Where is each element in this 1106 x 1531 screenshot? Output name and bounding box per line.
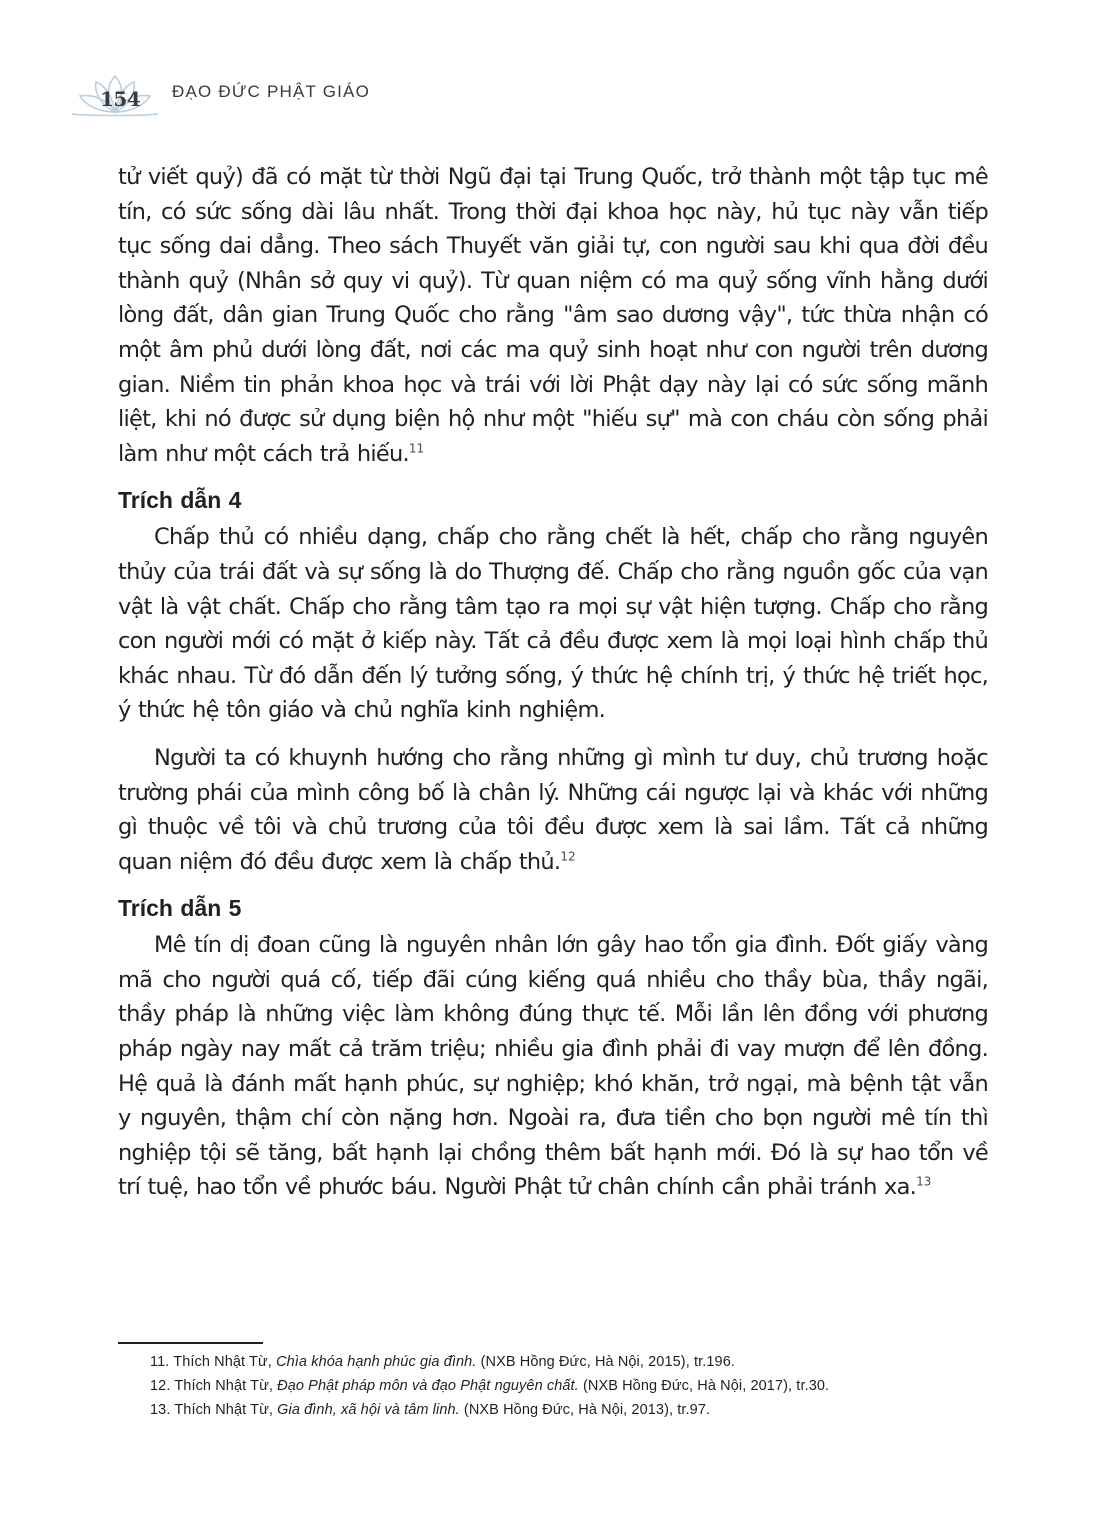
page-header — [70, 70, 470, 120]
footnote-11 — [118, 1350, 988, 1374]
footnote-divider — [118, 1342, 263, 1344]
section4-paragraph-2 — [118, 741, 988, 879]
footnote-13 — [118, 1398, 988, 1422]
footnote-11-title: Chìa khóa hạnh phúc gia đình. — [276, 1354, 477, 1370]
footnote-12 — [118, 1374, 988, 1398]
page-number: 154 — [100, 87, 141, 111]
section4-paragraph-1: Chấp thủ có nhiều dạng, chấp cho rằng chết là hết, chấp cho rằng nguyên thủy của trái đất và sự sống là do Thượng đế. Chấp cho rằng nguồn gốc của vạn vật là vật chất. Chấp cho rằng tâm tạo ra mọi sự vật hiện tượng. Chấp cho rằng con người mới có mặt ở kiếp này. Tất cả đều được xem là mọi loại hình chấp thủ khác nhau. Từ đó dẫn đến lý tưởng sống, ý thức hệ chính trị, ý thức hệ triết học, ý thức hệ tôn giáo và chủ nghĩa kinh nghiệm. — [118, 524, 988, 724]
footnote-11-tail: (NXB Hồng Đức, Hà Nội, 2015), tr.196. — [476, 1354, 735, 1370]
intro-paragraph — [118, 160, 988, 471]
footnote-12-tail: (NXB Hồng Đức, Hà Nội, 2017), tr.30. — [578, 1378, 830, 1394]
main-text — [118, 160, 988, 1205]
footnote-13-lead: 13. Thích Nhật Từ, — [150, 1402, 278, 1418]
section4-paragraph-2-text: Người ta có khuynh hướng cho rằng những gì mình tư duy, chủ trương hoặc trường phái của mình công bố là chân lý. Những cái ngược lại và khác với những gì thuộc về tôi và chủ trương của tôi đều được xem là sai lầm. Tất cả những quan niệm đó đều được xem là chấp thủ. — [118, 744, 988, 875]
section5-paragraph-1 — [118, 928, 988, 1205]
footnote-13-title: Gia đình, xã hội và tâm linh. — [277, 1402, 460, 1418]
footnote-ref-12: 12 — [560, 849, 576, 864]
section5-paragraph-1-text: Mê tín dị đoan cũng là nguyên nhân lớn gây hao tổn gia đình. Đốt giấy vàng mã cho người quá cố, tiếp đãi cúng kiếng quá nhiều cho thầy bùa, thầy ngãi, thầy pháp là những việc làm không đúng thực tế. Mỗi lần lên đồng với phương pháp ngày nay mất cả trăm triệu; nhiều gia đình phải đi vay mượn để lên đồng. Hệ quả là đánh mất hạnh phúc, sự nghiệp; khó khăn, trở ngại, mà bệnh tật vẫn y nguyên, thậm chí còn nặng hơn. Ngoài ra, đưa tiền cho bọn người mê tín thì nghiệp tội sẽ tăng, bất hạnh lại chồng thêm bất hạnh mới. Đó là sự hao tổn về trí tuệ, hao tổn về phước báu. Người Phật tử chân chính cần phải tránh xa. — [118, 932, 988, 1201]
footnote-12-lead: 12. Thích Nhật Từ, — [150, 1378, 278, 1394]
footnote-ref-13: 13 — [916, 1174, 932, 1189]
footnote-ref-11: 11 — [408, 441, 425, 456]
section-heading-5: Trích dẫn 5 — [118, 895, 242, 922]
section-heading-4: Trích dẫn 4 — [118, 487, 242, 514]
footnote-12-title: Đạo Phật pháp môn và đạo Phật nguyên chất. — [277, 1378, 579, 1394]
intro-text: tử viết quỷ) đã có mặt từ thời Ngũ đại tại Trung Quốc, trở thành một tập tục mê tín, có sức sống dài lâu nhất. Trong thời đại khoa học này, hủ tục này vẫn tiếp tục sống dai dẳng. Theo sách Thuyết văn giải tự, con người sau khi qua đời đều thành quỷ (Nhân sở quy vi quỷ). Từ quan niệm có ma quỷ sống vĩnh hằng dưới lòng đất, dân gian Trung Quốc cho rằng "âm sao dương vậy", tức thừa nhận có một âm phủ dưới lòng đất, nơi các ma quỷ sinh hoạt như con người trên dương gian. Niềm tin phản khoa học và trái với lời Phật dạy này lại có sức sống mãnh liệt, khi nó được sử dụng biện hộ như một "hiếu sự" mà con cháu còn sống phải làm như một cách trả hiếu. — [118, 164, 988, 467]
footnote-13-tail: (NXB Hồng Đức, Hà Nội, 2013), tr.97. — [459, 1402, 711, 1418]
footnote-11-lead: 11. Thích Nhật Từ, — [150, 1354, 277, 1370]
footnotes — [118, 1350, 988, 1422]
running-title: ĐẠO ĐỨC PHẬT GIÁO — [172, 82, 371, 101]
